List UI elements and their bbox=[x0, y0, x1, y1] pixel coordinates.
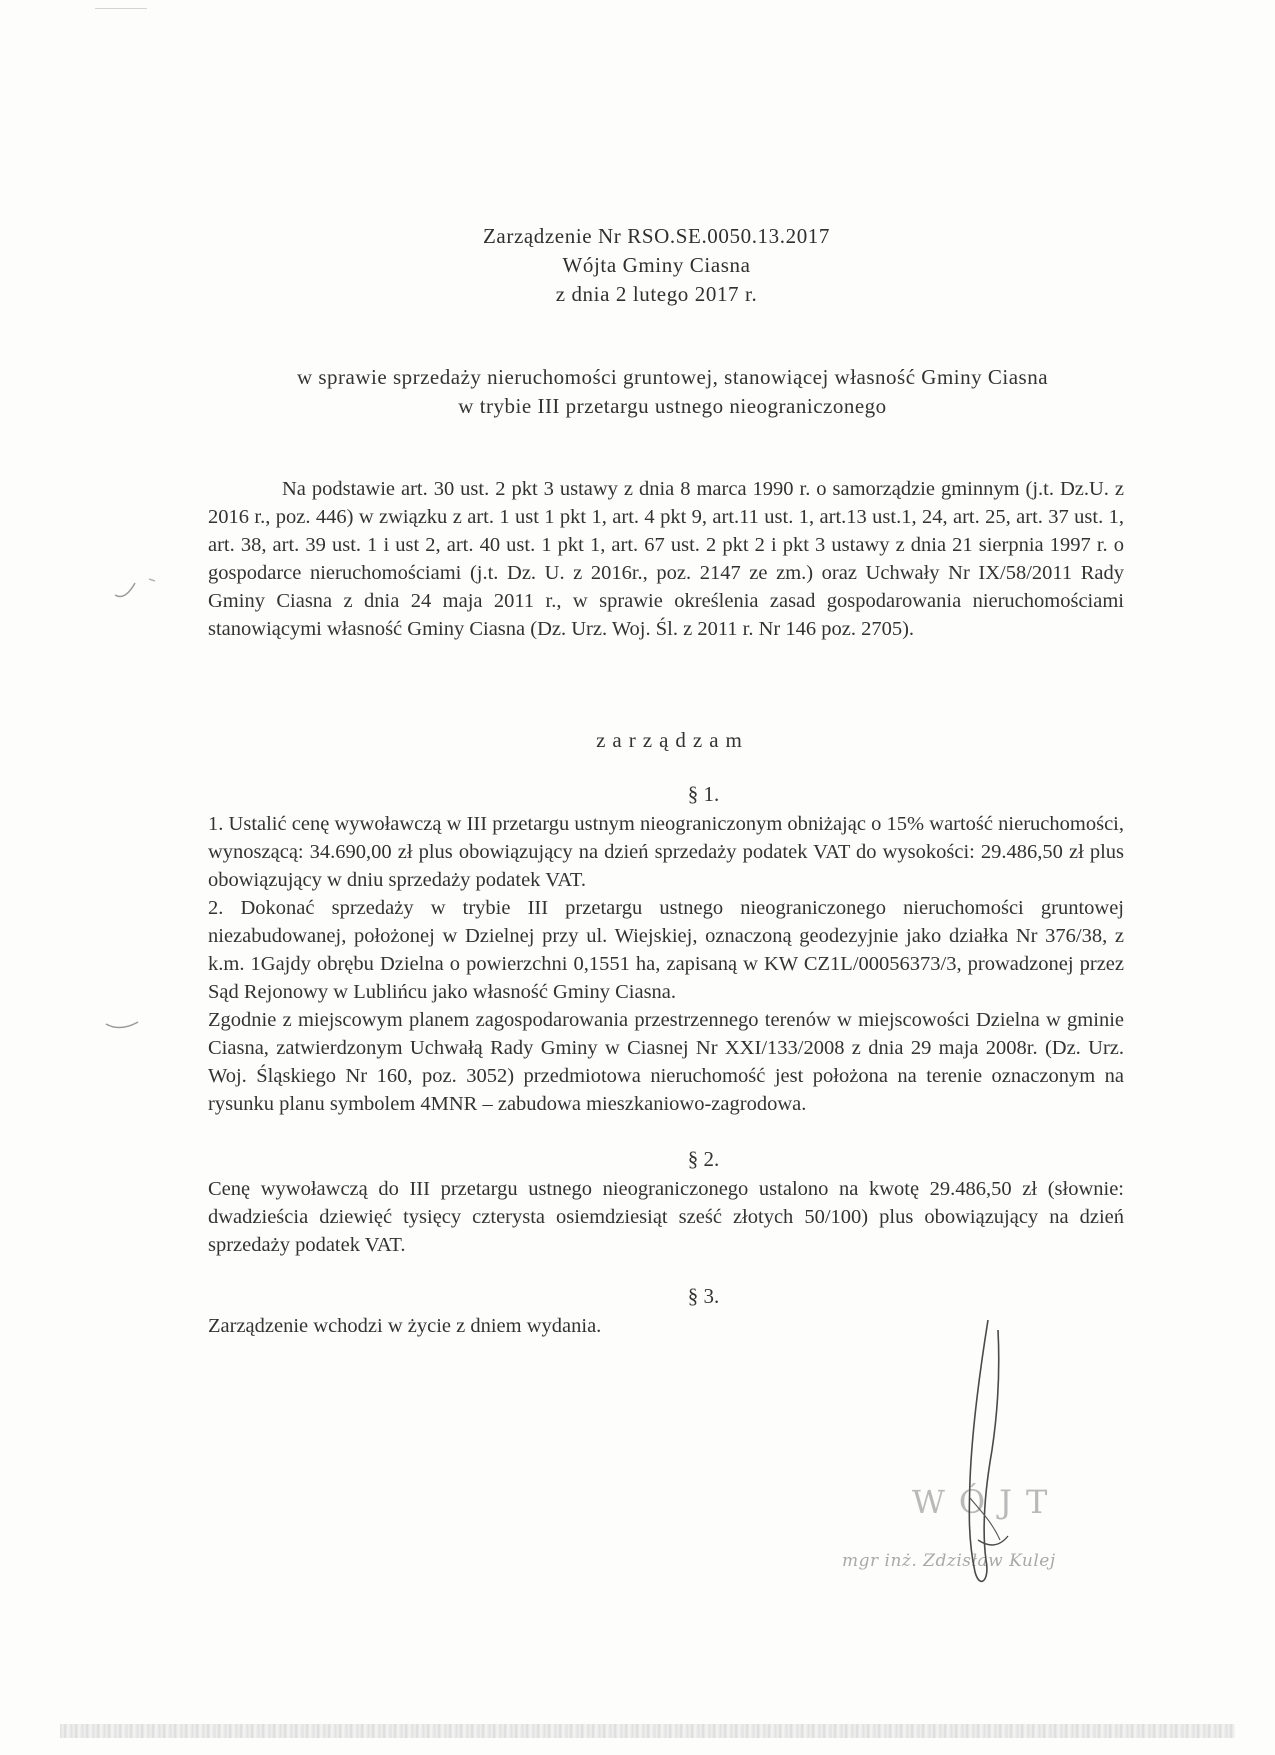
handwritten-signature bbox=[830, 1310, 1130, 1610]
section-1-heading-text: § 1. bbox=[687, 782, 720, 806]
stamp-name: mgr inż. Zdzisław Kulej bbox=[842, 1551, 1056, 1571]
subject-line-2: w trybie III przetargu ustnego nieograniczonego bbox=[458, 394, 887, 418]
section-1-item-1: 1. Ustalić cenę wywoławczą w III przetargu ustnym nieograniczonym obniżając o 15% wartość nieruchomości, wynoszącą: 34.690,00 zł plus obowiązujący na dzień sprzedaży podatek VAT do wysokości: 29.486,50 zł plus obowiązujący w dniu sprzedaży podatek VAT. bbox=[208, 813, 1124, 891]
issuer-line: Wójta Gminy Ciasna bbox=[562, 253, 751, 277]
document-header bbox=[0, 222, 1275, 309]
section-1-item-2: 2. Dokonać sprzedaży w trybie III przetargu ustnego nieograniczonego nieruchomości gruntowej niezabudowanej, położonej w Dzielnej przy ul. Wiejskiej, oznaczoną geodezyjnie jako działka Nr 376/38, z k.m. 1Gajdy obrębu Dzielna o powierzchni 0,1551 ha, zapisaną w KW CZ1L/00056373/3, prowadzonej przez Sąd Rejonowy w Lublińcu jako własność Gminy Ciasna. bbox=[208, 897, 1124, 1003]
scan-artifact-top bbox=[95, 8, 147, 9]
scan-mark-left-upper bbox=[113, 575, 163, 605]
subject-line-1: w sprawie sprzedaży nieruchomości gruntowej, stanowiącej własność Gminy Ciasna bbox=[296, 365, 1049, 389]
section-1-heading bbox=[0, 782, 1275, 807]
section-3-heading bbox=[0, 1284, 1275, 1309]
scan-artifact-bottom bbox=[60, 1724, 1235, 1738]
section-1-item-3: Zgodnie z miejscowym planem zagospodarowania przestrzennego terenów w miejscowości Dzielna w gminie Ciasna, zatwierdzonym Uchwałą Rady Gminy w Ciasnej Nr XXI/133/2008 z dnia 29 maja 2008r. (Dz. Urz. Woj. Śląskiego Nr 160, poz. 3052) przedmiotowa nieruchomość jest położona na terenie oznaczonym na rysunku planu symbolem 4MNR – zabudowa mieszkaniowo-zagrodowa. bbox=[208, 1009, 1124, 1115]
section-3-heading-text: § 3. bbox=[687, 1284, 720, 1308]
directive-text: zarządzam bbox=[596, 728, 749, 752]
stamp-title: WÓJT bbox=[912, 1483, 1062, 1521]
section-2-body: Cenę wywoławczą do III przetargu ustnego nieograniczonego ustalono na kwotę 29.486,50 zł (słownie: dwadzieścia dziewięć tysięcy czterysta osiemdziesiąt sześć złotych 50/100) plus obowiązujący na dzień sprzedaży podatek VAT. bbox=[208, 1178, 1124, 1256]
document-subject bbox=[0, 363, 1275, 421]
section-1-body bbox=[208, 810, 1124, 1118]
date-line: z dnia 2 lutego 2017 r. bbox=[555, 282, 758, 306]
legal-basis-paragraph: Na podstawie art. 30 ust. 2 pkt 3 ustawy z dnia 8 marca 1990 r. o samorządzie gminnym (j.t. Dz.U. z 2016 r., poz. 446) w związku z art. 1 ust 1 pkt 1, art. 4 pkt 9, art.11 ust. 1, art.13 ust.1, 24, art. 25, art. 37 ust. 1, art. 38, art. 39 ust. 1 i ust 2, art. 40 ust. 1 pkt 1, art. 67 ust. 2 pkt 2 i pkt 3 ustawy z dnia 21 sierpnia 1997 r. o gospodarce nieruchomościami (j.t. Dz. U. z 2016r., poz. 2147 ze zm.) oraz Uchwały Nr IX/58/2011 Rady Gminy Ciasna z dnia 24 maja 2011 r., w sprawie określenia zasad gospodarowania nieruchomościami stanowiącymi własność Gminy Ciasna (Dz. Urz. Woj. Śl. z 2011 r. Nr 146 poz. 2705). bbox=[208, 478, 1124, 640]
document-title: Zarządzenie Nr RSO.SE.0050.13.2017 bbox=[483, 224, 830, 248]
section-2-heading-text: § 2. bbox=[687, 1147, 720, 1171]
section-3-body: Zarządzenie wchodzi w życie z dniem wydania. bbox=[208, 1315, 602, 1337]
directive-heading bbox=[0, 728, 1275, 753]
scan-mark-left-lower bbox=[104, 1000, 144, 1040]
section-2-heading bbox=[0, 1147, 1275, 1172]
